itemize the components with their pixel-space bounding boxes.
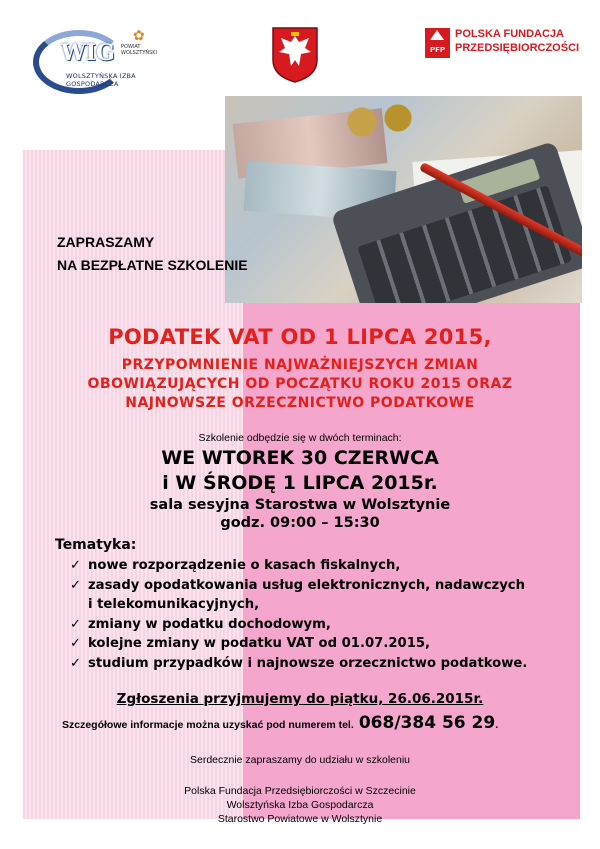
schedule-intro: Szkolenie odbędzie się w dwóch terminach: (198, 432, 402, 444)
wig-logo (33, 28, 173, 98)
list-item: ✓ kolejne zmiany w podatku VAT od 01.07.2015, (70, 634, 527, 654)
pfp-line1: POLSKA FUNDACJA (455, 28, 564, 40)
list-item-continuation: i telekomunikacyjnych, (88, 597, 260, 612)
main-title: PODATEK VAT OD 1 LIPCA 2015, (108, 325, 492, 349)
contact-info (62, 713, 498, 733)
registration-deadline: Zgłoszenia przyjmujemy do piątku, 26.06.2015r. (116, 691, 484, 707)
venue: sala sesyjna Starostwa w Wolsztynie (149, 497, 451, 513)
date-line2: i W ŚRODĘ 1 LIPCA 2015r. (162, 472, 438, 494)
wig-powiat-text: POWIAT WOLSZTYŃSKI (121, 44, 158, 56)
wig-logo-subtitle: WOLSZTYŃSKA IZBA GOSPODARCZA (66, 72, 136, 88)
closing-text: Serdecznie zapraszamy do udziału w szkoleniu (189, 754, 411, 766)
pfp-logo (425, 28, 580, 64)
organizer-2: Wolsztyńska Izba Gospodarcza (226, 799, 374, 811)
list-item: ✓ zasady opodatkowania usług elektronicznych, nadawczych (70, 576, 527, 596)
invite-line1: ZAPRASZAMY (57, 234, 155, 250)
eagle-crest-icon (271, 26, 319, 84)
phone-number[interactable]: 068/384 56 29 (358, 713, 496, 733)
check-icon: ✓ (70, 655, 82, 671)
time: godz. 09:00 – 15:30 (220, 515, 380, 531)
contact-suffix: . (495, 719, 499, 731)
flower-icon: ✿ (133, 28, 145, 44)
topics-heading: Tematyka: (55, 537, 137, 553)
check-icon: ✓ (70, 577, 82, 593)
list-item: ✓ zmiany w podatku dochodowym, (70, 615, 527, 635)
subtitle-line2: OBOWIĄZUJĄCYCH OD POCZĄTKU ROKU 2015 ORAZ (87, 376, 513, 392)
money-calculator-photo (225, 96, 582, 303)
pfp-line2: PRZEDSIĘBIORCZOŚCI (455, 42, 580, 54)
check-icon: ✓ (70, 558, 82, 573)
organizer-1: Polska Fundacja Przedsiębiorczości w Szczecinie (184, 785, 416, 797)
invite-line2: NA BEZPŁATNE SZKOLENIE (57, 257, 248, 273)
check-icon: ✓ (70, 616, 82, 632)
list-item: ✓ nowe rozporządzenie o kasach fiskalnych, (70, 556, 527, 576)
list-item: ✓ studium przypadków i najnowsze orzecznictwo podatkowe. (70, 654, 527, 674)
wig-logo-text: WIG (61, 40, 115, 66)
subtitle-line1: PRZYPOMNIENIE NAJWAŻNIEJSZYCH ZMIAN (121, 357, 479, 373)
pfp-short: PFP (429, 46, 446, 54)
date-line1: WE WTOREK 30 CZERWCA (161, 447, 439, 469)
organizer-3: Starostwo Powiatowe w Wolsztynie (217, 813, 383, 825)
subtitle-line3: NAJNOWSZE ORZECZNICTWO PODATKOWE (125, 395, 475, 411)
topics-list (70, 556, 527, 673)
pfp-logo-mark (425, 28, 450, 58)
check-icon: ✓ (70, 636, 82, 651)
contact-label: Szczegółowe informacje można uzyskać pod numerem tel. (62, 719, 354, 731)
